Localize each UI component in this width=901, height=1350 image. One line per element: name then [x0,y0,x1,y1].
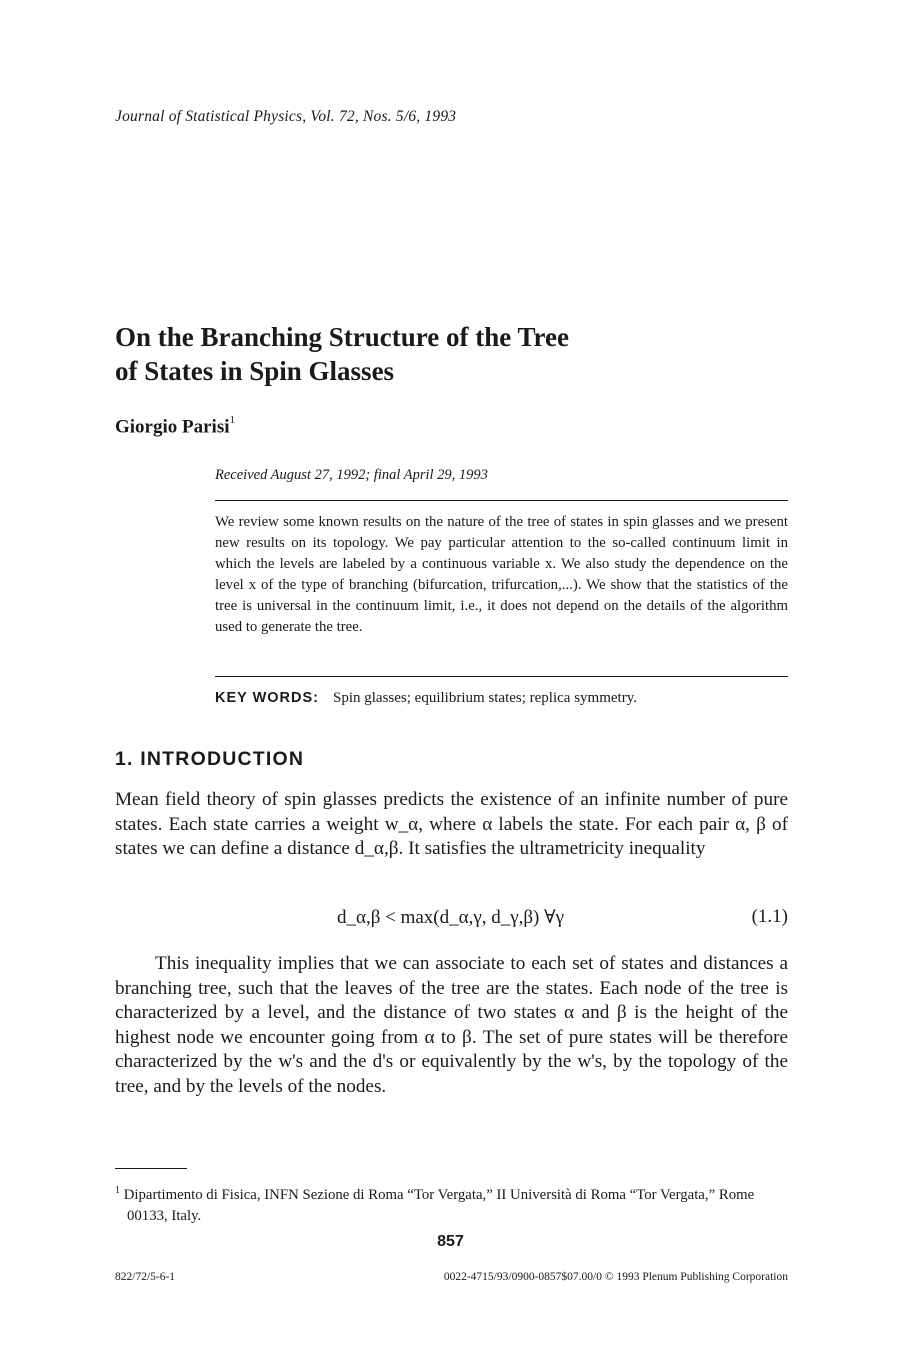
abstract [215,512,788,638]
paragraph-1-text: Mean field theory of spin glasses predicts the existence of an infinite number of pure states. Each state carries a weight w_α, where α labels the state. For each pair α, β of states we can define a distance d_α,β. It satisfies the ultrametricity inequality [115,789,788,859]
keywords-label: KEY WORDS: [215,690,319,706]
footnote-text: Dipartimento di Fisica, INFN Sezione di Roma “Tor Vergata,” II Università di Roma “Tor Vergata,” Rome 00133, Italy. [123,1186,755,1224]
section-heading: 1. INTRODUCTION [115,748,305,770]
abstract-top-rule [215,500,788,501]
abstract-text: We review some known results on the nature of the tree of states in spin glasses and we present new results on its topology. We pay particular attention to the so-called continuum limit in which the levels are labeled by a continuous variable x. We also study the dependence on the level x of the type of branching (bifurcation, trifurcation,...). We show that the statistics of the tree is universal in the continuum limit, i.e., it does not depend on the details of the algorithm used to generate the tree. [215,514,788,635]
journal-citation: Journal of Statistical Physics, Vol. 72, Nos. 5/6, 1993 [115,108,457,125]
abstract-bottom-rule [215,676,788,677]
author-footnote-marker: 1 [229,414,236,426]
bottom-left-code: 822/72/5-6-1 [115,1271,176,1283]
keywords-text: Spin glasses; equilibrium states; replica symmetry. [333,690,637,706]
page-number: 857 [437,1233,464,1250]
title-line-2: of States in Spin Glasses [115,356,395,386]
equation-formula: d_α,β < max(d_α,γ, d_γ,β) ∀γ [337,907,564,928]
author-name: Giorgio Parisi [115,416,230,438]
equation-number: (1.1) [751,906,788,927]
title-line-1: On the Branching Structure of the Tree [115,322,569,352]
paragraph-2-text: This inequality implies that we can associate to each set of states and distances a branching tree, such that the leaves of the tree are the states. Each node of the tree is characterized by a level, and the distance of two states α and β is the height of the highest node we encounter going from α to β. The set of pure states will be therefore characterized by the w's and the d's or equivalently by the w's, by the topology of the tree, and by the levels of the nodes. [115,953,788,1097]
paper-title [115,320,569,388]
received-dates: Received August 27, 1992; final April 29, 1993 [215,467,488,483]
introduction-paragraph-1 [115,788,788,862]
copyright-line: 0022-4715/93/0900-0857$07.00/0 © 1993 Plenum Publishing Corporation [443,1271,788,1283]
introduction-paragraph-2 [115,952,788,1099]
footnote-marker: 1 [115,1185,120,1196]
equation-1-1 [115,906,788,934]
footnote-rule [115,1168,187,1169]
author [115,416,235,438]
footnote [115,1180,788,1227]
keywords [215,690,637,707]
